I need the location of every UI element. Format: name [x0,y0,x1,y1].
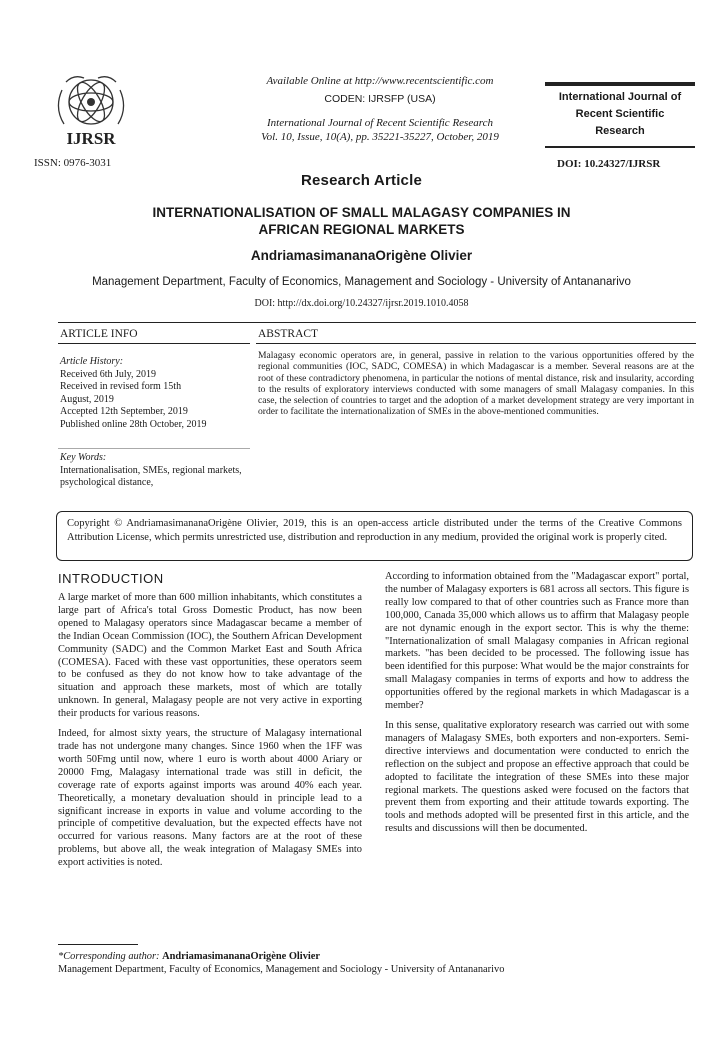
section-divider [58,322,696,323]
journal-line: International Journal of Recent Scientific Research [267,117,493,129]
history-item: Received 6th July, 2019 [60,368,157,380]
journal-name-box [545,82,695,148]
history-item: Accepted 12th September, 2019 [60,406,188,417]
divider [58,343,250,344]
corresponding-label: *Corresponding author: [58,951,160,962]
logo-text: IJRSR [66,129,116,148]
author-affiliation: Management Department, Faculty of Economics, Management and Sociology - University of Antananarivo [92,276,631,288]
abstract-heading: ABSTRACT [258,328,319,340]
divider [58,448,250,449]
coden: CODEN: IJRSFP (USA) [324,93,436,105]
divider [256,343,696,344]
journal-name-line: Research [595,125,645,137]
journal-doi: DOI: 10.24327/IJRSR [557,158,661,170]
history-label: Article History: [60,356,124,367]
paragraph: A large market of more than 600 million inhabitants, which constitutes a large part of Africa's total Gross Domestic Product, has now been opened to Malagasy operators since Madagascar became a member of the Indian Ocean Commission (IOC), the Southern African Development Community (SADC) and the Common Market East and South Africa (COMESA). Faced with these vast opportunities, these operators seem to be confused as they do not know how to take advantage of the situation and approach these markets, most of which are totally unknown. In general, Malagasy people are not very active in exporting their products for various reasons. [58,592,362,720]
online-availability: Available Online at http://www.recentscientific.com [266,75,494,87]
keywords [60,452,255,490]
footnote-divider [58,944,138,945]
corresponding-affiliation: Management Department, Faculty of Economics, Management and Sociology - University of Antananarivo [58,964,505,975]
paragraph: Indeed, for almost sixty years, the structure of Malagasy international trade has not undergone many changes. Since 1960 when the 1FF was worth 50Fmg until now, where 1 euro is worth about 4000 Ariary or 20000 Fmg, Malagasy international trade was still in deficit, the coverage rate of exports against imports was around 40% each year. Theoretically, a monetary devaluation should in principle lead to a significant increase in exports in value and volume according to the principle of competitive devaluation, but the expected effects have not occurred for various reasons. Many factors are at the root of these problems, but above all, the weak integration of Malagasy SMEs into export activities is noted. [58,728,362,869]
title-line: INTERNATIONALISATION OF SMALL MALAGASY COMPANIES IN [152,205,571,220]
paragraph: According to information obtained from the "Madagascar export" portal, the number of Malagasy exporters is 681 across all sectors. This figure is really low compared to that of other countries such as France more than 100,000, Canada 35,000 which allows us to affirm that Malagasy people are not dynamic enough in the export sector. This is why the theme: "Internationalization of small Malagasy companies in African regional markets. "has been decided to be processed. The following issue has been identified for this purpose: What would be the major constraints for small Malagasy companies in terms of exports and how to address the opportunities offered by the regional markets in which Madagascar is a member? [385,571,689,712]
article-info-heading: ARTICLE INFO [60,328,138,340]
journal-name-line: International Journal of [558,91,682,103]
article-history [60,356,250,431]
volume-line: Vol. 10, Issue, 10(A), pp. 35221-35227, October, 2019 [261,131,499,143]
paper-title [100,204,623,238]
history-item: August, 2019 [60,393,114,405]
footnote [58,950,698,976]
author-name: AndriamasimananaOrigène Olivier [250,248,473,263]
body-column-right [385,571,689,843]
journal-header [190,74,570,144]
copyright-notice: Copyright © AndriamasimananaOrigène Olivier, 2019, this is an open-access article distributed under the terms of the Creative Commons Attribution License, which permits unrestricted use, distribution and reproduction in any medium, provided the original work is properly cited. [56,511,693,561]
history-item: Published online 28th October, 2019 [60,418,207,430]
corresponding-name: AndriamasimananaOrigène Olivier [162,951,320,962]
keywords-label: Key Words: [60,452,107,463]
journal-name-line: Recent Scientific [575,108,665,120]
introduction-heading: INTRODUCTION [58,571,164,586]
issn: ISSN: 0976-3031 [34,157,112,169]
article-type: Research Article [300,172,423,189]
history-item: Received in revised form 15th [60,381,182,392]
abstract-text: Malagasy economic operators are, in general, passive in relation to the various opportunities offered by the regional communities (IOC, SADC, COMESA) in which Madagascar is a member. Several reasons are at the root of these contradictory phenomena, in particular the notions of mental distance, risk and insularity, according to the results of exploratory interviews conducted with some managers of small Malagasy companies. In this case, the selection of countries to target and the adoption of a market development strategy are very important in order to facilitate the internationalization of SMEs in the above-mentioned communities. [258,350,694,418]
keywords-text: Internationalisation, SMEs, regional markets, psychological distance, [60,464,242,488]
paragraph: In this sense, qualitative exploratory research was carried out with some managers of Malagasy SMEs, both exporters and non-exporters. Semi-directive interviews and documentation were conducted to enrich the reflection on the subject and propose an effective approach that could be adopted to facilitate the integration of these SMEs into these major regional markets. The questions asked were focused on the factors that prevent them from exporting and their attitude towards exporting. The tools and methods adopted will be presented first in this article, and the results and discussions will then be documented. [385,719,689,835]
body-column-left [58,592,362,877]
journal-logo [44,70,138,152]
title-line: AFRICAN REGIONAL MARKETS [258,222,465,237]
article-doi-link[interactable]: DOI: http://dx.doi.org/10.24327/ijrsr.2019.1010.4058 [254,298,469,309]
